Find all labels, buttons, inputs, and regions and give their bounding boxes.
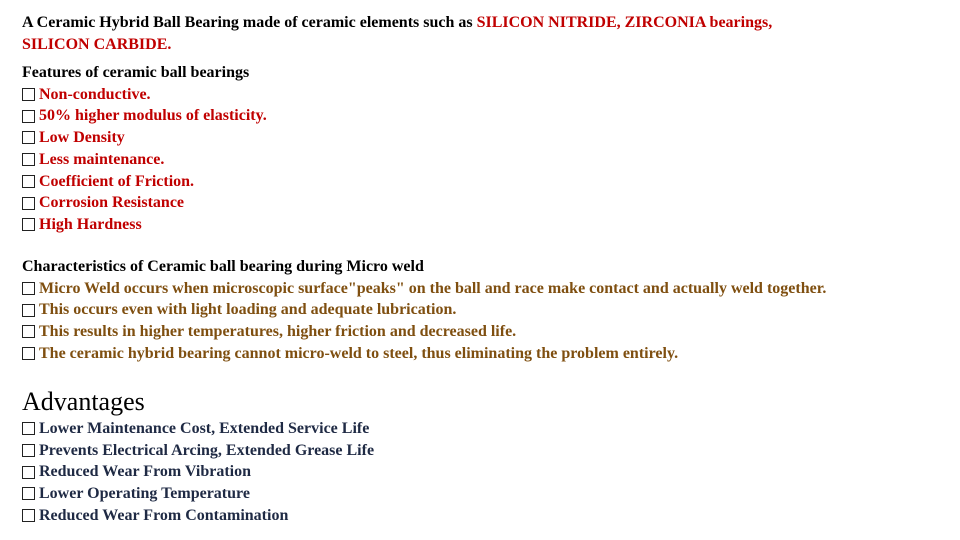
characteristics-heading: Characteristics of Ceramic ball bearing during Micro weld [22, 258, 424, 275]
missing-glyph-box-icon [22, 153, 35, 166]
missing-glyph-box-icon [22, 131, 35, 144]
list-item [22, 440, 374, 462]
advantage-text: Reduced Wear From Vibration [39, 463, 251, 481]
list-item [22, 483, 374, 505]
list-item [22, 461, 374, 483]
list-item [22, 278, 826, 300]
missing-glyph-box-icon [22, 422, 35, 435]
characteristics-section [22, 256, 826, 365]
advantage-text: Prevents Electrical Arcing, Extended Grease Life [39, 441, 375, 459]
missing-glyph-box-icon [22, 466, 35, 479]
feature-text: Less maintenance. [39, 150, 165, 168]
missing-glyph-box-icon [22, 282, 35, 295]
missing-glyph-box-icon [22, 509, 35, 522]
feature-text: High Hardness [39, 215, 142, 233]
feature-text: 50% higher modulus of elasticity. [39, 107, 267, 125]
list-item [22, 321, 826, 343]
list-item [22, 192, 267, 214]
advantages-heading: Advantages [22, 387, 145, 416]
missing-glyph-box-icon [22, 347, 35, 360]
missing-glyph-box-icon [22, 218, 35, 231]
list-item [22, 149, 267, 171]
advantage-text: Lower Operating Temperature [39, 485, 250, 503]
characteristic-text: The ceramic hybrid bearing cannot micro-weld to steel, thus eliminating the problem entirely. [39, 344, 679, 362]
missing-glyph-box-icon [22, 487, 35, 500]
list-item [22, 105, 267, 127]
advantages-section [22, 386, 374, 527]
characteristic-text: This occurs even with light loading and adequate lubrication. [39, 301, 457, 319]
list-item [22, 171, 267, 193]
feature-text: Non-conductive. [39, 85, 151, 103]
intro-paragraph [22, 12, 922, 56]
missing-glyph-box-icon [22, 304, 35, 317]
features-heading: Features of ceramic ball bearings [22, 64, 250, 81]
list-item [22, 84, 267, 106]
list-item [22, 214, 267, 236]
list-item [22, 299, 826, 321]
intro-highlight-1: SILICON NITRIDE, ZIRCONIA bearings, [476, 14, 773, 31]
missing-glyph-box-icon [22, 325, 35, 338]
list-item [22, 127, 267, 149]
feature-text: Coefficient of Friction. [39, 172, 195, 190]
characteristic-text: Micro Weld occurs when microscopic surface"peaks" on the ball and race make contact and actually weld together. [39, 279, 827, 297]
missing-glyph-box-icon [22, 175, 35, 188]
missing-glyph-box-icon [22, 110, 35, 123]
missing-glyph-box-icon [22, 197, 35, 210]
features-section [22, 62, 267, 236]
missing-glyph-box-icon [22, 444, 35, 457]
intro-text: A Ceramic Hybrid Ball Bearing made of ceramic elements such as [22, 14, 477, 31]
feature-text: Corrosion Resistance [39, 194, 185, 212]
missing-glyph-box-icon [22, 88, 35, 101]
advantage-text: Reduced Wear From Contamination [39, 506, 289, 524]
list-item [22, 418, 374, 440]
feature-text: Low Density [39, 129, 125, 147]
advantage-text: Lower Maintenance Cost, Extended Service Life [39, 420, 370, 437]
list-item [22, 343, 826, 365]
intro-highlight-2: SILICON CARBIDE. [22, 36, 172, 53]
characteristic-text: This results in higher temperatures, higher friction and decreased life. [39, 323, 517, 341]
list-item [22, 505, 374, 527]
